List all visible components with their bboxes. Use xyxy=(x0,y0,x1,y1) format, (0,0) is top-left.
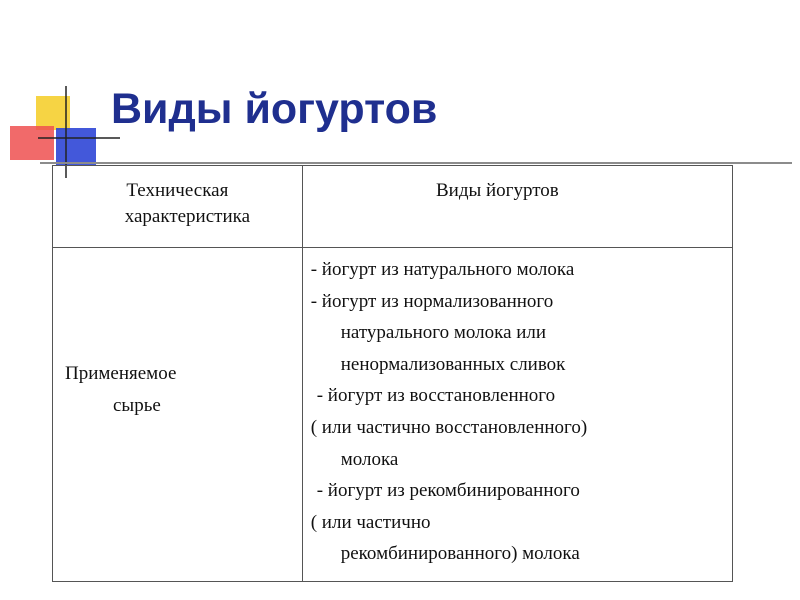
title-divider xyxy=(40,162,792,164)
table-header-row xyxy=(53,166,733,248)
list-item: - йогурт из натурального молока xyxy=(310,259,575,280)
header-col1-line1: Техническая xyxy=(126,180,229,201)
list-item: ненормализованных сливок xyxy=(340,353,566,375)
yogurt-types-table xyxy=(52,165,733,582)
list-item: ( или частично xyxy=(310,511,431,533)
list-item: молока xyxy=(340,448,399,470)
header-col1-line2: характеристика xyxy=(124,206,250,227)
list-item: рекомбинированного) молока xyxy=(340,543,580,565)
row-label-line2: сырье xyxy=(113,395,161,416)
header-cell-types xyxy=(302,166,732,248)
decorative-squares-icon xyxy=(0,0,120,180)
list-item: - йогурт из восстановленного xyxy=(316,385,556,407)
row-content-cell xyxy=(302,248,732,582)
header-col2: Виды йогуртов xyxy=(435,180,559,201)
header-cell-characteristic xyxy=(53,166,303,248)
list-item: - йогурт из рекомбинированного xyxy=(316,480,580,502)
list-item: - йогурт из нормализованного xyxy=(310,290,554,312)
row-label-cell xyxy=(53,248,303,582)
row-label-line1: Применяемое xyxy=(65,363,177,384)
table-row xyxy=(53,248,733,582)
list-item: натурального молока или xyxy=(340,322,547,344)
slide-title: Виды йогуртов xyxy=(111,85,438,133)
list-item: ( или частично восстановленного) xyxy=(310,416,588,438)
